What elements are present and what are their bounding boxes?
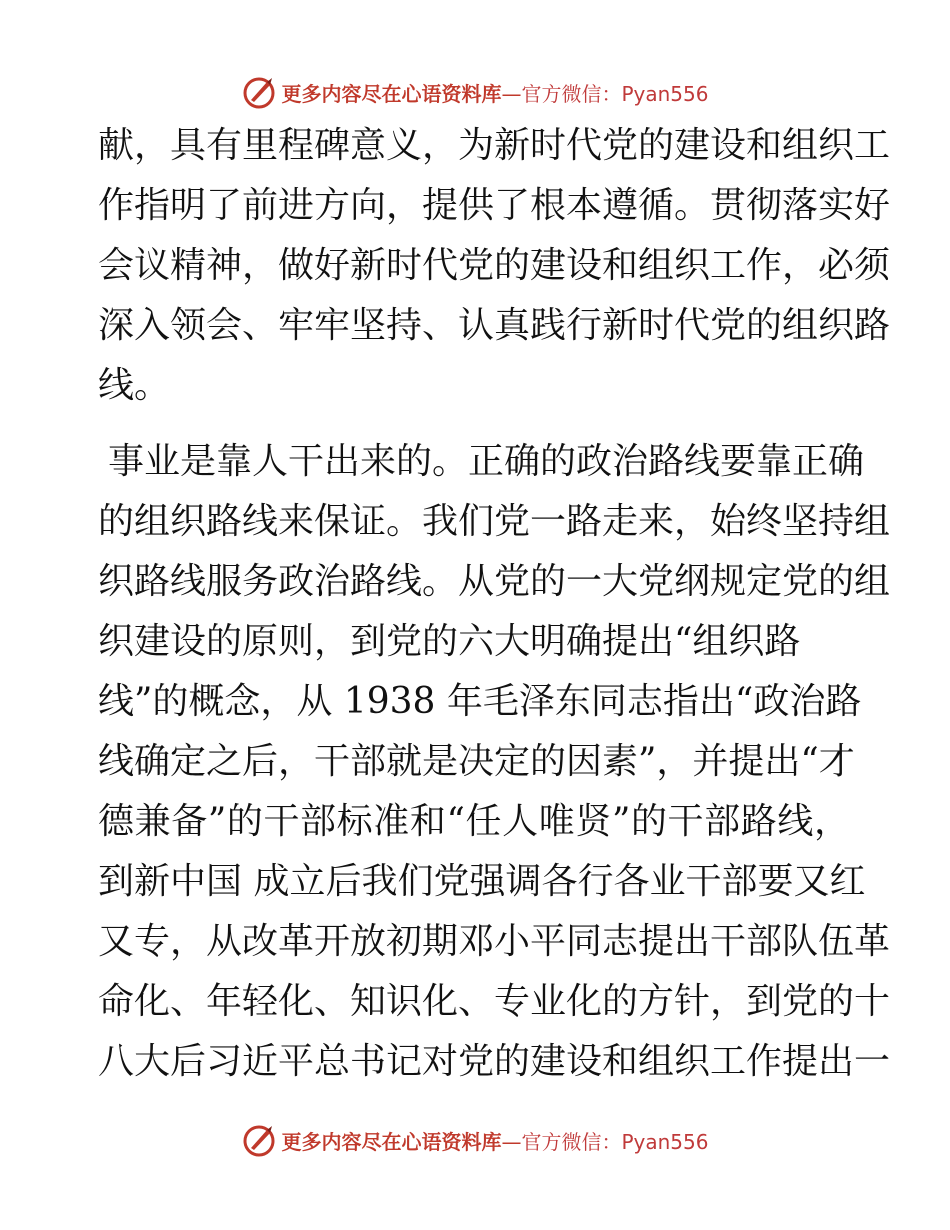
banner-separator: — xyxy=(501,81,522,106)
banner-wechat-text: 官方微信：Pyan556 xyxy=(521,1129,709,1154)
text-line: 会议精神，做好新时代党的建设和组织工作，必须 xyxy=(98,245,891,286)
document-body xyxy=(98,116,891,1092)
banner-main-text: 更多内容尽在心语资料库 xyxy=(281,81,502,106)
text-line: 线确定之后，干部就是决定的因素”，并提出“才 xyxy=(98,741,855,782)
text-line: 德兼备”的干部标准和“任人唯贤”的干部路线， xyxy=(98,801,850,842)
header-watermark-banner xyxy=(0,72,950,112)
text-line: 作指明了前进方向，提供了根本遵循。贯彻落实好 xyxy=(98,185,891,226)
banner-separator: — xyxy=(501,1129,522,1154)
paragraph-spacer xyxy=(98,416,850,432)
banner-text xyxy=(281,78,708,107)
text-line: 到新中国 成立后我们党强调各行各业干部要又红 xyxy=(98,861,866,902)
text-line: 线”的概念，从 1938 年毛泽东同志指出“政治路 xyxy=(98,681,862,722)
text-line: 织路线服务政治路线。从党的一大党纲规定党的组 xyxy=(98,561,891,602)
quill-logo-icon xyxy=(241,1122,277,1158)
text-line: 的组织路线来保证。我们党一路走来，始终坚持组 xyxy=(98,501,891,542)
text-line: 献，具有里程碑意义，为新时代党的建设和组织工 xyxy=(98,125,891,166)
banner-wechat-text: 官方微信：Pyan556 xyxy=(521,81,709,106)
text-line: 线。 xyxy=(98,365,171,406)
banner-text xyxy=(281,1126,708,1155)
text-line: 织建设的原则，到党的六大明确提出“组织路 xyxy=(98,621,801,662)
quill-logo-icon xyxy=(241,74,277,110)
text-line: 八大后习近平总书记对党的建设和组织工作提出一 xyxy=(98,1041,891,1082)
footer-watermark-banner xyxy=(0,1120,950,1160)
text-line: 事业是靠人干出来的。正确的政治路线要靠正确 xyxy=(108,441,865,482)
banner-main-text: 更多内容尽在心语资料库 xyxy=(281,1129,502,1154)
text-line: 命化、年轻化、知识化、专业化的方针，到党的十 xyxy=(98,981,891,1022)
paragraph-2 xyxy=(98,432,891,1092)
text-line: 深入领会、牢牢坚持、认真践行新时代党的组织路 xyxy=(98,305,891,346)
paragraph-1 xyxy=(98,116,891,416)
text-line: 又专，从改革开放初期邓小平同志提出干部队伍革 xyxy=(98,921,891,962)
